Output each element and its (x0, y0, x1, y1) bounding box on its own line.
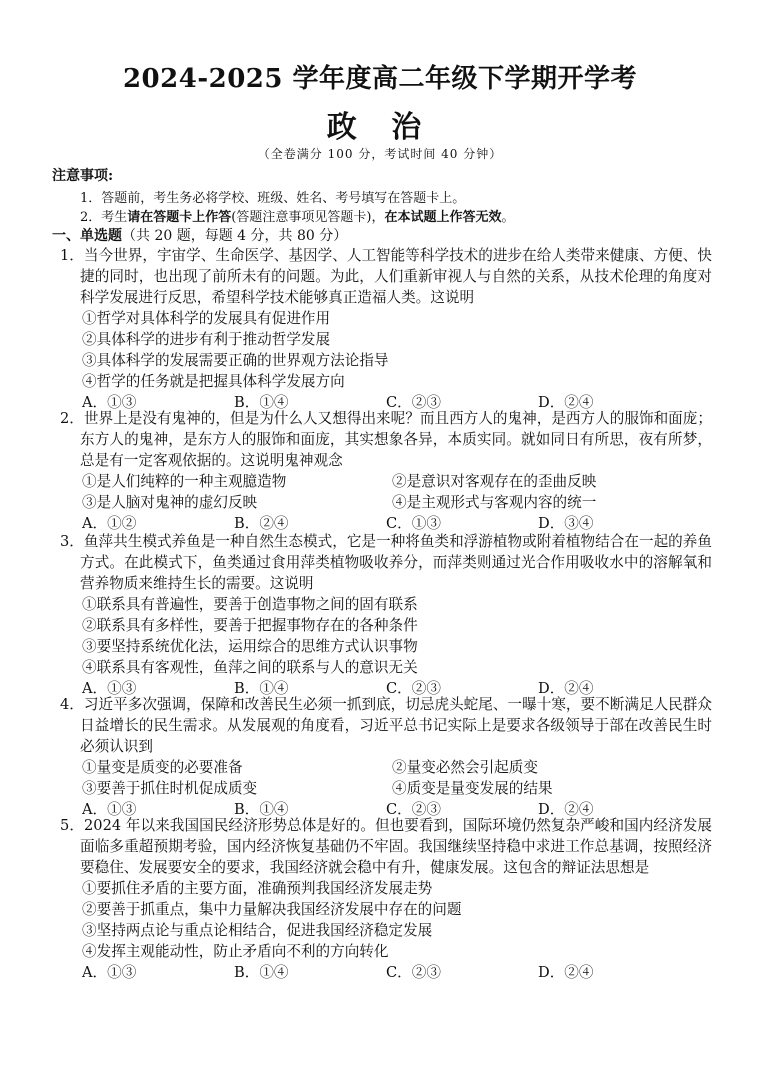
option: ②要善于抓重点，集中力量解决我国经济发展中存在的问题 (82, 901, 462, 918)
notes-heading: 注意事项: (52, 168, 114, 184)
option-row (60, 471, 712, 492)
option-row (60, 492, 712, 513)
answer-c: C．②③ (386, 680, 441, 697)
exam-title: 2024-2025 学年度高二年级下学期开学考 (122, 64, 638, 94)
exam-info: （全卷满分 100 分，考试时间 40 分钟） (257, 147, 503, 161)
question-stem: 4．习近平多次强调，保障和改善民生必须一抓到底，切忌虎头蛇尾、一曝十寒，要不断满足人民群众日益增长的民生需求。从发展观的角度看，习近平总书记实际上是要求各级领导于部在改善民生时必须认识到 (60, 696, 712, 755)
question-stem: 3．鱼萍共生模式养鱼是一种自然生态模式，它是一种将鱼类和浮游植物或附着植物结合在一起的养鱼方式。在此模式下，鱼类通过食用萍类植物吸收养分，而萍类则通过光合作用吸收水中的溶解氧和营养物质来维持生长的需要。这说明 (60, 533, 712, 592)
option: ②具体科学的进步有利于推动哲学发展 (82, 331, 331, 348)
answer-d: D．②④ (538, 394, 594, 411)
answer-b: B．①④ (234, 394, 289, 411)
option: ①量变是质变的必要准备 (82, 759, 243, 776)
answer-c: C．②③ (386, 394, 441, 411)
answer-a: A．①③ (82, 394, 137, 411)
section-heading (52, 225, 347, 245)
question-stem: 2．世界上是没有鬼神的，但是为什么人又想得出来呢？而且西方人的鬼神，是西方人的服饰和面庞；东方人的鬼神，是东方人的服饰和面庞，其实想象各异，本质实同。就如同日有所思，夜有所梦，总是有一定客观依据的。这说明鬼神观念 (60, 410, 712, 469)
option: ②量变必然会引起质变 (392, 759, 538, 776)
question-3 (60, 531, 712, 699)
question-4 (60, 694, 712, 820)
option-row (60, 778, 712, 799)
answer-c: C．②③ (386, 964, 441, 981)
answer-b: B．②④ (234, 515, 289, 532)
answer-d: D．②④ (538, 801, 594, 818)
note-item-2-e: 。 (501, 210, 515, 225)
answer-d: D．②④ (538, 680, 594, 697)
note-item-2-b: 请在答题卡上作答 (127, 210, 232, 225)
option: ④联系具有客观性，鱼萍之间的联系与人的意识无关 (82, 659, 418, 676)
section-desc: （共 20 题，每题 4 分，共 80 分） (122, 228, 348, 244)
option: ②联系具有多样性，要善于把握事物存在的各种条件 (82, 617, 418, 634)
option: ①哲学对具体科学的发展具有促进作用 (82, 310, 331, 327)
answer-a: A．①② (82, 515, 137, 532)
section-title: 一、单选题 (52, 228, 122, 244)
question-1 (60, 245, 712, 413)
option-row (60, 757, 712, 778)
answer-b: B．①④ (234, 801, 289, 818)
question-stem: 1．当今世界，宇宙学、生命医学、基因学、人工智能等科学技术的进步在给人类带来健康、方便、快捷的同时，也出现了前所未有的问题。为此，人们重新审视人与自然的关系，从技术伦理的角度对科学发展进行反思，希望科学技术能够真正造福人类。这说明 (60, 247, 712, 306)
answer-a: A．①③ (82, 680, 137, 697)
option: ①是人们纯粹的一种主观臆造物 (82, 473, 287, 490)
answer-a: A．①③ (82, 964, 137, 981)
question-stem: 5．2024 年以来我国国民经济形势总体是好的。但也要看到，国际环境仍然复杂严峻和国内经济发展面临多重超预期考验，国内经济恢复基础仍不牢固。我国继续坚持稳中求进工作总基调，按照经济要稳住、发展要安全的要求，我国经济就会稳中有升，健康发展。这包含的辩证法思想是 (60, 817, 712, 876)
question-5 (60, 815, 712, 983)
answer-d: D．②④ (538, 964, 594, 981)
option: ④发挥主观能动性，防止矛盾向不利的方向转化 (82, 943, 389, 960)
question-2 (60, 408, 712, 534)
note-item-2-c: (答题注意事项见答题卡)， (231, 210, 385, 225)
option: ④是主观形式与客观内容的统一 (392, 494, 597, 511)
option: ③具体科学的发展需要正确的世界观方法论指导 (82, 352, 389, 369)
answer-choices (60, 962, 712, 983)
note-item-2-a: 2．考生 (80, 210, 128, 225)
option: ③是人脑对鬼神的虚幻反映 (82, 494, 258, 511)
answer-b: B．①④ (234, 964, 289, 981)
note-item-2-d: 在本试题上作答无效 (384, 210, 502, 225)
option: ②是意识对客观存在的歪曲反映 (392, 473, 597, 490)
answer-a: A．①③ (82, 801, 137, 818)
option: ④质变是量变发展的结果 (392, 780, 553, 797)
answer-b: B．①④ (234, 680, 289, 697)
note-item-1: 1．答题前，考生务必将学校、班级、姓名、考号填写在答题卡上。 (80, 191, 466, 206)
subject-title: 政 治 (326, 110, 434, 145)
answer-c: C．①③ (386, 515, 441, 532)
option: ①联系具有普遍性，要善于创造事物之间的固有联系 (82, 596, 418, 613)
answer-c: C．②③ (386, 801, 441, 818)
option: ①要抓住矛盾的主要方面，准确预判我国经济发展走势 (82, 880, 433, 897)
option: ④哲学的任务就是把握具体科学发展方向 (82, 373, 345, 390)
note-item-2 (80, 206, 514, 225)
option: ③要善于抓住时机促成质变 (82, 780, 258, 797)
answer-d: D．③④ (538, 515, 594, 532)
option: ③要坚持系统优化法，运用综合的思维方式认识事物 (82, 638, 418, 655)
option: ③坚持两点论与重点论相结合，促进我国经济稳定发展 (82, 922, 433, 939)
